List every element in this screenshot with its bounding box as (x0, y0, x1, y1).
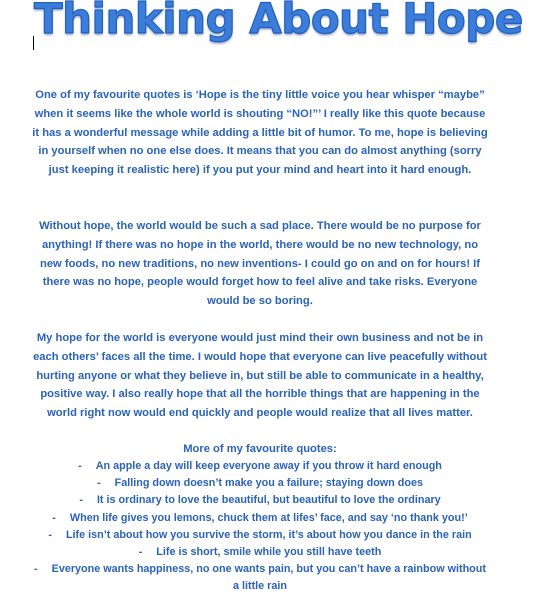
paragraph-hope-for-world: My hope for the world is everyone would just mind their own business and not be in each others’ faces all the time. I would hope that everyone can live peacefully without hurting anyone or what they believe in, but still be able to communicate in a healthy, positive way. I also really hope that all the horrible things that are happening in the world right now would end quickly and people would realize that all lives matter. (33, 332, 487, 420)
quote-text: An apple a day will keep everyone away if you throw it hard enough (95, 460, 442, 472)
paragraph-favourite-quote: One of my favourite quotes is ‘Hope is the tiny little voice you hear whisper “maybe” when it seems like the whole world is shouting “NO!”’ I really like this quote because it has a wonderful message while adding a little bit of humor. To me, hope is believing in yourself when no one else does. It means that you can do almost anything (sorry just keeping it realistic here) if you put your mind and heart into it hard enough. (32, 89, 488, 177)
bullet-dash: - (138, 546, 143, 559)
list-item (30, 527, 490, 544)
bullet-dash: - (34, 563, 38, 576)
text-cursor[interactable] (33, 36, 34, 50)
quote-text: It is ordinary to love the beautiful, but beautiful to love the ordinary (96, 494, 441, 507)
quote-text: Falling down doesn’t make you a failure; staying down does (114, 477, 423, 490)
list-item (30, 475, 490, 492)
quote-text: Everyone wants happiness, no one wants pain, but you can’t have a rainbow without a little rain (51, 563, 486, 593)
list-item (30, 561, 490, 595)
list-item (30, 492, 490, 509)
list-item (30, 544, 490, 561)
quote-text: When life gives you lemons, chuck them at lifes’ face, and say ‘no thank you!’ (69, 511, 468, 524)
quote-text: Life isn’t about how you survive the storm, it’s about how you dance in the rain (65, 528, 472, 541)
bullet-dash: - (97, 477, 101, 490)
list-item (30, 510, 490, 527)
document-title: Thinking About Hope (34, 0, 523, 43)
quotes-list (30, 458, 490, 596)
list-item (30, 458, 490, 475)
quote-text: Life is short, smile while you still have teeth (156, 546, 382, 559)
quotes-heading: More of my favourite quotes: (183, 443, 337, 455)
paragraph-without-hope: Without hope, the world would be such a sad place. There would be no purpose for anything! If there was no hope in the world, there would be no new technology, no new foods, no new traditions, no new inventions- I could go on and on for hours! If there was no hope, people would forget how to feel alive and take risks. Everyone would be so boring. (39, 220, 481, 308)
bullet-dash: - (79, 494, 83, 507)
bullet-dash: - (78, 460, 82, 472)
bullet-dash: - (48, 528, 52, 541)
bullet-dash: - (52, 511, 56, 524)
